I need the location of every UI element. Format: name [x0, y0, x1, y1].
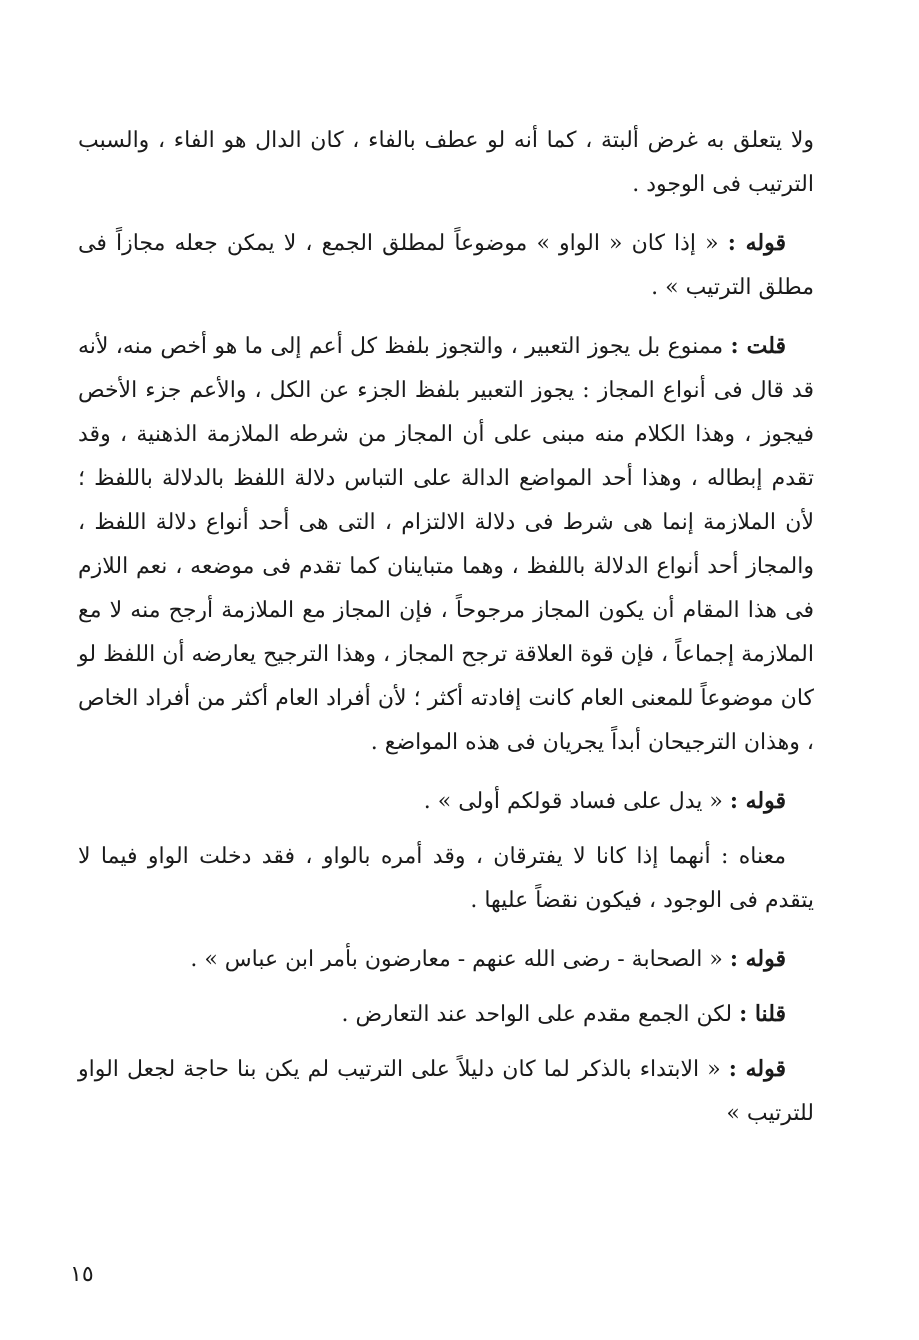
- paragraph: [78, 779, 814, 824]
- paragraph-lead: قوله :: [729, 788, 786, 814]
- paragraph-text: « يدل على فساد قولكم أولى » .: [423, 789, 730, 814]
- paragraph: [78, 118, 814, 207]
- paragraph-text: « الابتداء بالذكر لما كان دليلاً على الترتيب لم يكن بنا حاجة لجعل الواو للترتيب »: [78, 1057, 814, 1126]
- paragraph-text: « إذا كان « الواو » موضوعاً لمطلق الجمع ، لا يمكن جعله مجازاً فى مطلق الترتيب » .: [78, 231, 814, 300]
- paragraph-text: ممنوع بل يجوز التعبير ، والتجوز بلفظ كل أعم إلى ما هو أخص منه، لأنه قد قال فى أنواع المجاز : يجوز التعبير بلفظ الجزء عن الكل ، والأعم جزء الأخص فيجوز ، وهذا الكلام منه مبنى على أن المجاز من شرطه الملازمة الذهنية ، وقد تقدم إبطاله ، وهذا أحد المواضع الدالة على التباس دلالة اللفظ بالدلالة باللفظ ؛ لأن الملازمة إنما هى شرط فى دلالة الالتزام ، التى هى أحد أنواع دلالة اللفظ ، والمجاز أحد أنواع الدلالة باللفظ ، وهما متباينان كما تقدم فى موضعه ، نعم اللازم فى هذا المقام أن يكون المجاز مرجوحاً ، فإن المجاز مع الملازمة أرجح منه لا مع الملازمة إجماعاً ، فإن قوة العلاقة ترجح المجاز ، وهذا الترجيح يعارضه أن اللفظ لو كان موضوعاً للمعنى العام كانت إفادته أكثر ؛ لأن أفراد العام أكثر من أفراد الخاص ، وهذان الترجيحان أبداً يجريان فى هذه المواضع .: [78, 334, 814, 755]
- paragraph: [78, 937, 814, 982]
- paragraph: [78, 992, 814, 1037]
- paragraph-lead: قوله :: [729, 946, 786, 972]
- paragraph-text: « الصحابة - رضى الله عنهم - معارضون بأمر ابن عباس » .: [190, 947, 730, 972]
- paragraph-lead: قلت :: [730, 333, 787, 359]
- paragraph-lead: قوله :: [727, 230, 786, 256]
- paragraph-text: معناه : أنهما إذا كانا لا يفترقان ، وقد أمره بالواو ، فقد دخلت الواو فيما لا يتقدم فى الوجود ، فيكون نقضاً عليها .: [78, 844, 814, 913]
- paragraph-lead: قوله :: [728, 1056, 786, 1082]
- paragraph-lead: قلنا :: [739, 1001, 786, 1027]
- paragraph: [78, 221, 814, 310]
- paragraph: [78, 324, 814, 765]
- page-number: ١٥: [70, 1262, 94, 1287]
- paragraph-text: ولا يتعلق به غرض ألبتة ، كما أنه لو عطف بالفاء ، كان الدال هو الفاء ، والسبب الترتيب فى الوجود .: [78, 128, 814, 197]
- paragraph-text: لكن الجمع مقدم على الواحد عند التعارض .: [341, 1002, 740, 1027]
- paragraph: [78, 834, 814, 923]
- paragraph: [78, 1047, 814, 1136]
- page-body: [78, 118, 814, 1150]
